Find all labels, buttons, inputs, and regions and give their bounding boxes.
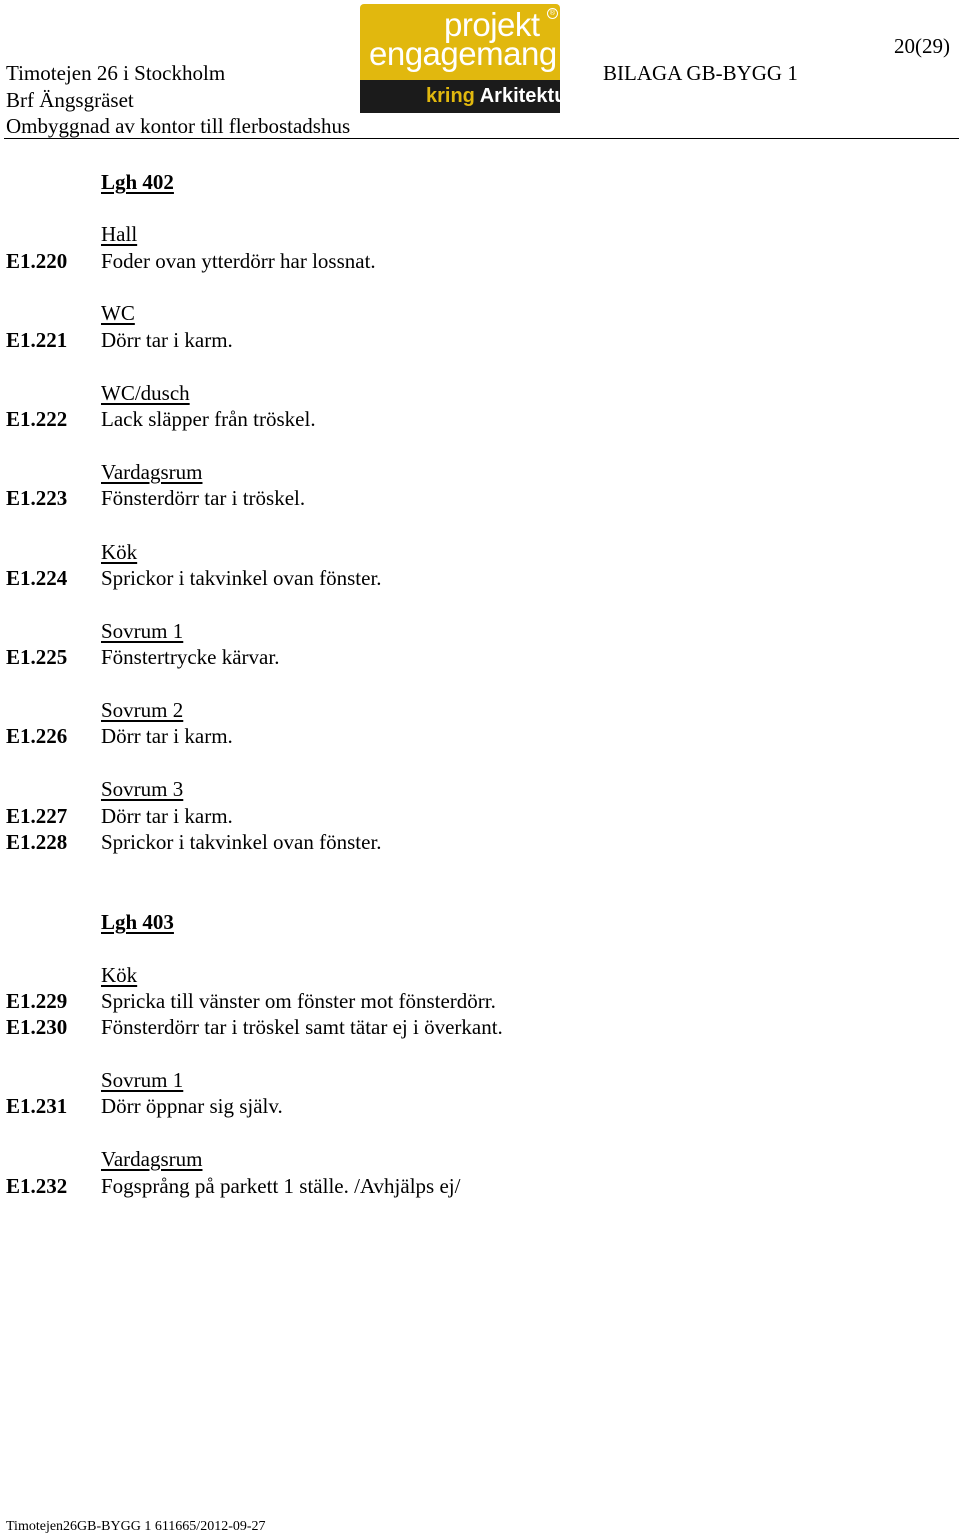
item-text: Dörr öppnar sig själv. — [101, 1094, 283, 1118]
item-text: Lack släpper från tröskel. — [101, 407, 316, 431]
room-heading: Sovrum 1 — [101, 619, 184, 643]
room-heading: Vardagsrum — [101, 1147, 203, 1171]
header-association: Brf Ängsgräset — [6, 88, 134, 112]
item-code: E1.223 — [6, 486, 68, 510]
logo-line3-a: kring — [426, 85, 475, 107]
item-text: Sprickor i takvinkel ovan fönster. — [101, 566, 382, 590]
logo-line3-b: Arkitektur — [479, 85, 575, 107]
room-heading: Hall — [101, 222, 138, 246]
header-address: Timotejen 26 i Stockholm — [6, 61, 226, 85]
room-heading: Sovrum 3 — [101, 777, 184, 801]
page-header — [0, 0, 960, 142]
item-text: Dörr tar i karm. — [101, 724, 233, 748]
item-text: Sprickor i takvinkel ovan fönster. — [101, 830, 382, 854]
item-text: Fönsterdörr tar i tröskel samt tätar ej i överkant. — [101, 1015, 503, 1039]
company-logo — [360, 4, 575, 113]
item-code: E1.232 — [6, 1174, 68, 1198]
item-code: E1.231 — [6, 1094, 68, 1118]
logo-line1: projekt — [444, 6, 540, 43]
item-text: Spricka till vänster om fönster mot fönsterdörr. — [101, 989, 496, 1013]
item-code: E1.230 — [6, 1015, 68, 1039]
section-title: Lgh 402 — [101, 170, 174, 194]
logo-line3 — [426, 84, 574, 108]
item-code: E1.228 — [6, 830, 68, 854]
page-footer: Timotejen26GB-BYGG 1 611665/2012-09-27 — [6, 1519, 266, 1534]
room-heading: Sovrum 2 — [101, 698, 184, 722]
section-title: Lgh 403 — [101, 910, 174, 934]
item-code: E1.221 — [6, 328, 68, 352]
room-heading: WC/dusch — [101, 381, 190, 405]
room-heading: Vardagsrum — [101, 460, 203, 484]
item-code: E1.229 — [6, 989, 68, 1013]
item-code: E1.224 — [6, 566, 68, 590]
item-code: E1.225 — [6, 645, 68, 669]
room-heading: Kök — [101, 540, 138, 564]
item-code: E1.222 — [6, 407, 68, 431]
header-divider — [4, 138, 959, 139]
item-text: Dörr tar i karm. — [101, 328, 233, 352]
item-text: Fönsterdörr tar i tröskel. — [101, 486, 306, 510]
item-text: Fogsprång på parkett 1 ställe. /Avhjälps ej/ — [101, 1174, 461, 1198]
item-text: Dörr tar i karm. — [101, 804, 233, 828]
item-code: E1.220 — [6, 249, 68, 273]
room-heading: Kök — [101, 963, 138, 987]
page-number: 20(29) — [894, 34, 950, 58]
room-heading: WC — [101, 301, 135, 325]
item-code: E1.227 — [6, 804, 68, 828]
item-code: E1.226 — [6, 724, 68, 748]
item-text: Foder ovan ytterdörr har lossnat. — [101, 249, 376, 273]
logo-line2: engagemang — [369, 35, 557, 72]
room-heading: Sovrum 1 — [101, 1068, 184, 1092]
registered-mark: ® — [547, 8, 558, 19]
item-text: Fönstertrycke kärvar. — [101, 645, 280, 669]
header-project: Ombyggnad av kontor till flerbostadshus — [6, 114, 351, 138]
header-appendix: BILAGA GB-BYGG 1 — [603, 61, 798, 85]
